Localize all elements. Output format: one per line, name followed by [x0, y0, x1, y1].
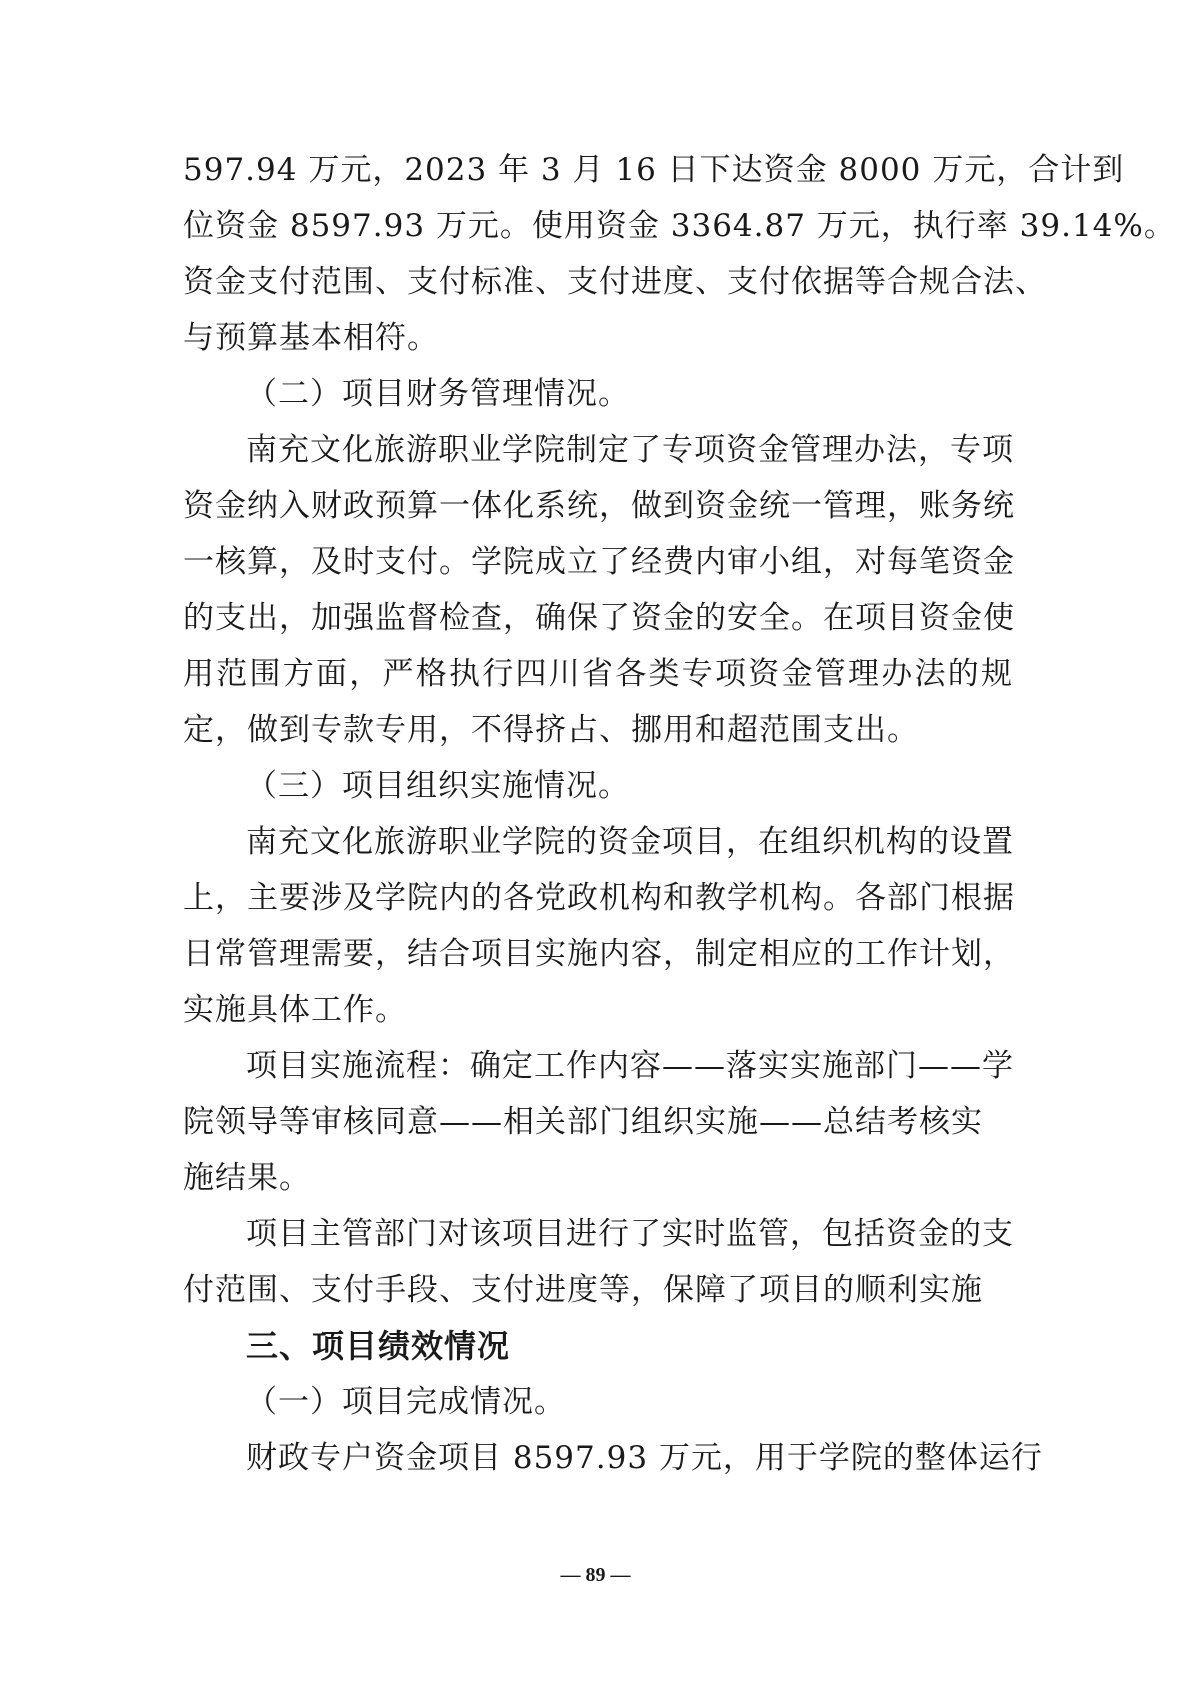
paragraph-line: 597.94 万元，2023 年 3 月 16 日下达资金 8000 万元，合计到	[183, 152, 1125, 188]
section-heading: （三）项目组织实施情况。	[246, 768, 630, 804]
paragraph-line: 实施具体工作。	[183, 992, 407, 1028]
paragraph-line: 与预算基本相符。	[183, 320, 439, 356]
paragraph-line: 定，做到专款专用，不得挤占、挪用和超范围支出。	[183, 712, 919, 748]
paragraph-line: 付范围、支付手段、支付进度等，保障了项目的顺利实施	[183, 1272, 983, 1308]
paragraph-line: 项目主管部门对该项目进行了实时监管，包括资金的支	[246, 1216, 1014, 1252]
section-heading: （二）项目财务管理情况。	[246, 376, 630, 412]
paragraph-line: 南充文化旅游职业学院的资金项目，在组织机构的设置	[246, 824, 1014, 860]
page-number: — 89 —	[560, 1564, 631, 1586]
paragraph-line: 施结果。	[183, 1160, 311, 1196]
paragraph-line: 资金纳入财政预算一体化系统，做到资金统一管理，账务统	[183, 488, 1015, 524]
paragraph-line: 项目实施流程：确定工作内容——落实实施部门——学	[246, 1048, 1014, 1084]
paragraph-line: 南充文化旅游职业学院制定了专项资金管理办法，专项	[246, 432, 1014, 468]
paragraph-line: 上，主要涉及学院内的各党政机构和教学机构。各部门根据	[183, 880, 1015, 916]
paragraph-line: 资金支付范围、支付标准、支付进度、支付依据等合规合法、	[183, 264, 1047, 300]
chapter-heading: 三、项目绩效情况	[246, 1327, 511, 1365]
section-heading: （一）项目完成情况。	[246, 1384, 566, 1420]
paragraph-line: 财政专户资金项目 8597.93 万元，用于学院的整体运行	[246, 1440, 1043, 1476]
paragraph-line: 院领导等审核同意——相关部门组织实施——总结考核实	[183, 1104, 983, 1140]
paragraph-line: 的支出，加强监督检查，确保了资金的安全。在项目资金使	[183, 600, 1015, 636]
paragraph-line: 日常管理需要，结合项目实施内容，制定相应的工作计划，	[183, 936, 1015, 972]
paragraph-line: 用范围方面，严格执行四川省各类专项资金管理办法的规	[183, 656, 1013, 692]
paragraph-line: 位资金 8597.93 万元。使用资金 3364.87 万元，执行率 39.14%。	[183, 208, 1176, 244]
paragraph-line: 一核算，及时支付。学院成立了经费内审小组，对每笔资金	[183, 544, 1015, 580]
